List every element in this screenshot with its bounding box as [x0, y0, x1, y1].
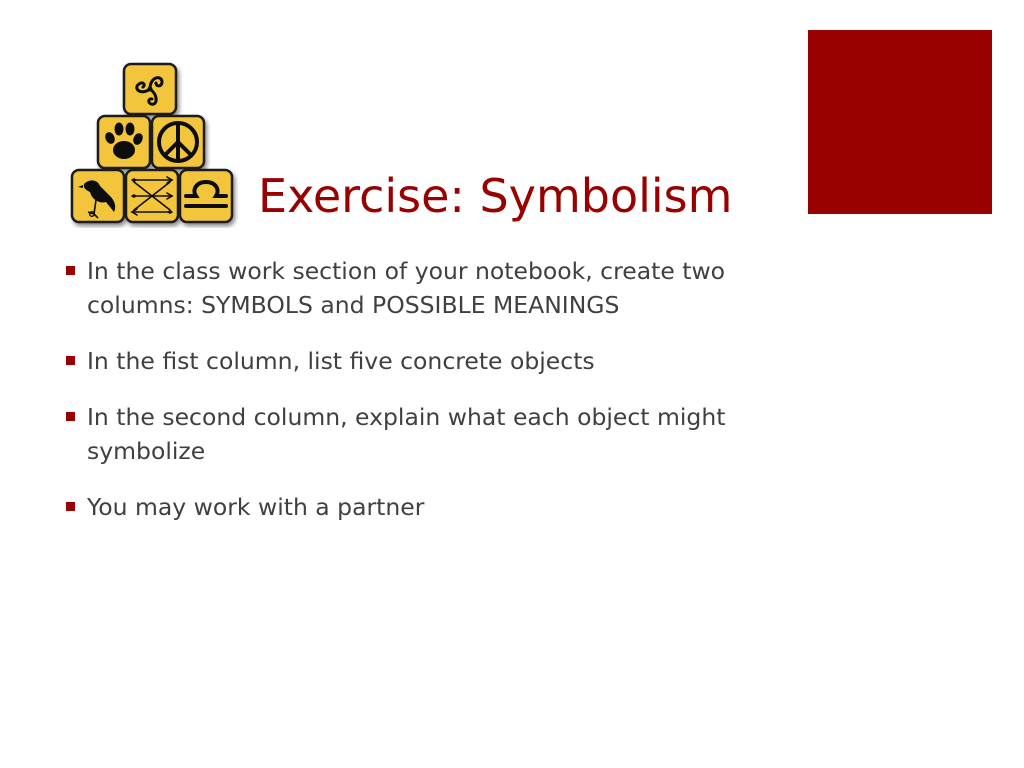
- accent-block: [808, 30, 992, 214]
- bullet-item: [66, 490, 766, 524]
- bullet-text: You may work with a partner: [87, 493, 425, 521]
- paw-print-icon: [98, 116, 150, 168]
- peace-sign-icon: [152, 116, 204, 168]
- bullet-text: In the fist column, list five concrete objects: [87, 347, 595, 375]
- bullet-list: [66, 254, 766, 546]
- bullet-marker: [66, 502, 75, 511]
- bullet-item: [66, 254, 766, 322]
- slide-title: Exercise: Symbolism: [258, 169, 733, 223]
- bullet-text: In the class work section of your notebook, create two columns: SYMBOLS and POSSIBLE MEANINGS: [87, 257, 726, 319]
- triskelion-icon: [124, 64, 176, 114]
- bullet-text: In the second column, explain what each object might symbolize: [87, 403, 726, 465]
- libra-icon: [180, 170, 232, 222]
- bullet-marker: [66, 266, 75, 275]
- bullet-item: [66, 344, 766, 378]
- bullet-marker: [66, 356, 75, 365]
- symbols-graphic: [70, 62, 240, 228]
- bullet-marker: [66, 412, 75, 421]
- arrows-icon: [126, 170, 178, 222]
- bird-icon: [72, 170, 124, 222]
- bullet-item: [66, 400, 766, 468]
